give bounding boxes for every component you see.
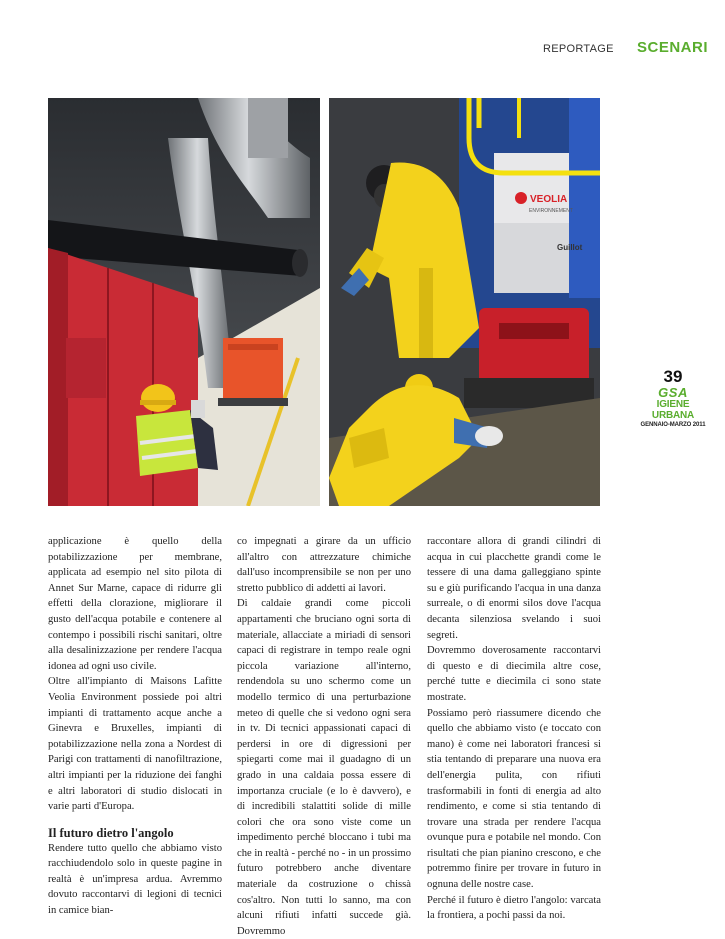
photo-technicians-veolia bbox=[329, 98, 600, 506]
machine-brand-plate: Guillot bbox=[557, 243, 583, 252]
paragraph: Di caldaie grandi come piccoli appartamenti che bruciano ogni sorta di materiale, allacciate a miriadi di sensori capaci di registrare in tempo reale ogni piccola variazione all'interno, rendendola su uno schermo come un modello termico di una perturbazione meteo di quelle che si vedono ogni sera in tv. Di tecnici appassionati capaci di perdersi in ore di digressioni per spiegarti come mai il guadagno di un grado in una caldaia possa essere di importanza cruciale (e lo è davvero), e di incredibili stalattiti solide di mille colori che ora sono viste come un impedimento perché bloccano i tubi ma che in realtà - perché no - in un prossimo futuro potrebbero anche diventare materiale da costruzione o chissà cos'altro. Non tutti lo sanno, ma con alcuni rifiuti infatti succede già. Dovremmo bbox=[237, 598, 411, 937]
veolia-logo-subtitle: ENVIRONNEMENT bbox=[529, 208, 573, 214]
section-heading: Il futuro dietro l'angolo bbox=[48, 825, 174, 840]
category-label: SCENARI bbox=[637, 39, 709, 56]
paragraph: co impegnati a girare da un ufficio all'altro con attrezzature chimiche dall'uso incomprensibile se non per uno stretto pubblico di addetti ai lavori. bbox=[237, 536, 411, 594]
paragraph: applicazione è quello della potabilizzazione per membrane, applicata ad esempio nel sito pilota di Annet Sur Marne, capace di ridurre gli effetti della clorazione, migliorare il gusto dell'acqua potabile e contenere al contempo i possibili rischi sanitari, oltre alla desalinizzazione per rendere l'acqua idonea ad ogni uso civile. bbox=[48, 536, 222, 672]
paragraph: raccontare allora di grandi cilindri di acqua in cui placchette grandi come le tessere di una dama galleggiano spinte su e giù purificando l'acqua in una danza surreale, o di enormi silos dove l'acqua decanta silenziosa svelando i suoi segreti. bbox=[427, 536, 601, 641]
paragraph: Dovremmo doverosamente raccontarvi di questo e di diecimila altre cose, perché tutte e diecimila ci sono state mostrate. bbox=[427, 645, 601, 703]
magazine-title: IGIENE URBANA bbox=[651, 399, 695, 421]
page-folio bbox=[640, 368, 706, 429]
paragraph: Oltre all'impianto di Maisons Lafitte Veolia Environment possiede poi altri impianti di trattamento acque anche a Ginevra e Bruxelles, impianti di potabilizzazione nella zona a Nordest di Parigi con trattamenti di nanofiltrazione, altri impianti per la riduzione dei fanghi e altri laboratori di studio dislocati in varie parti d'Europa. bbox=[48, 676, 222, 813]
article-column-2 bbox=[237, 534, 411, 939]
veolia-logo-text: VEOLIA bbox=[530, 194, 568, 205]
paragraph: Rendere tutto quello che abbiamo visto racchiudendolo solo in queste pagine in realtà è un'impresa ardua. Avremmo dovuto raccontarvi di legioni di tecnici in camice bian- bbox=[48, 842, 222, 917]
paragraph: Possiamo però riassumere dicendo che quello che abbiamo visto (e toccato con mano) è come nei laboratori francesi si stia tentando di preparare una nuova era dell'energia pulita, con rifiuti trasformabili in fonti di energia ad alto rendimento, e come si stia tentando di trovare una strada per rendere l'acqua ovunque pura e potabile nel mondo. Con risultati che pian pianino crescono, e che potremmo finire per trovare in futuro in ognuna delle nostre case. bbox=[427, 707, 601, 891]
issue-date: GENNAIO-MARZO 2011 bbox=[640, 422, 706, 428]
photo-boiler-room bbox=[48, 98, 320, 506]
section-label: REPORTAGE bbox=[543, 43, 614, 55]
article-column-3 bbox=[427, 534, 601, 924]
page-number: 39 bbox=[663, 367, 683, 386]
magazine-brand: GSA bbox=[658, 385, 688, 400]
article-column-1 bbox=[48, 534, 222, 919]
paragraph: Perché il futuro è dietro l'angolo: varcata la frontiera, a pochi passi da noi. bbox=[427, 894, 601, 922]
